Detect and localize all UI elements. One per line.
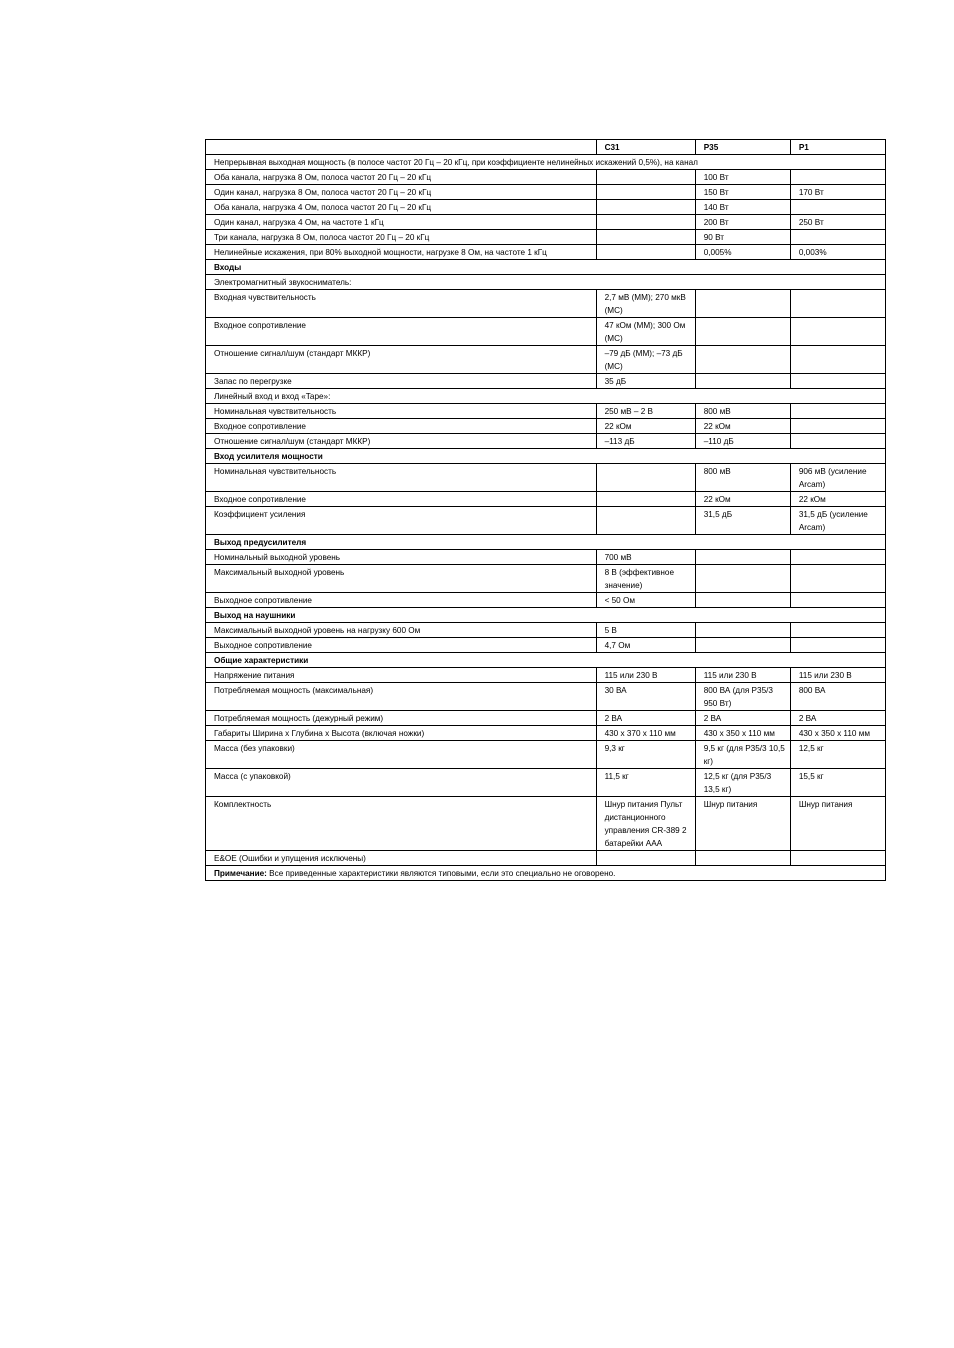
table-row (206, 290, 886, 318)
cell-p35: 150 Вт (695, 185, 790, 200)
cell-p35: 100 Вт (695, 170, 790, 185)
table-row (206, 374, 886, 389)
cell-parameter: Нелинейные искажения, при 80% выходной мощности, нагрузке 8 Ом, на частоте 1 кГц (206, 245, 597, 260)
table-row (206, 638, 886, 653)
cell-p1: 115 или 230 В (790, 668, 885, 683)
cell-p1 (790, 374, 885, 389)
cell-p1 (790, 550, 885, 565)
table-row (206, 215, 886, 230)
specifications-table-body (206, 140, 886, 881)
cell-c31: 8 В (эффективное значение) (596, 565, 695, 593)
cell-p35 (695, 851, 790, 866)
header-cell-parameter (206, 140, 597, 155)
cell-c31: 2 ВА (596, 711, 695, 726)
cell-p1 (790, 230, 885, 245)
cell-p35 (695, 593, 790, 608)
cell-c31: 22 кОм (596, 419, 695, 434)
header-cell-p35: P35 (695, 140, 790, 155)
cell-p35 (695, 290, 790, 318)
section-heading-row (206, 260, 886, 275)
cell-p35 (695, 318, 790, 346)
cell-parameter: Номинальная чувствительность (206, 404, 597, 419)
cell-c31 (596, 492, 695, 507)
table-row (206, 507, 886, 535)
cell-parameter: Входная чувствительность (206, 290, 597, 318)
cell-p1 (790, 404, 885, 419)
cell-p1: 906 мВ (усиление Arcam) (790, 464, 885, 492)
table-row (206, 404, 886, 419)
cell-p1: 22 кОм (790, 492, 885, 507)
cell-p1 (790, 346, 885, 374)
section-heading: Выход на наушники (206, 608, 886, 623)
table-row (206, 318, 886, 346)
subheading-row (206, 155, 886, 170)
cell-parameter: Максимальный выходной уровень (206, 565, 597, 593)
note-label: Примечание: (214, 869, 267, 878)
cell-parameter: Входное сопротивление (206, 318, 597, 346)
table-row (206, 346, 886, 374)
cell-c31 (596, 507, 695, 535)
cell-p35: 22 кОм (695, 419, 790, 434)
cell-parameter: Выходное сопротивление (206, 593, 597, 608)
table-row (206, 797, 886, 851)
cell-parameter: Выходное сопротивление (206, 638, 597, 653)
cell-p1: 430 х 350 х 110 мм (790, 726, 885, 741)
section-heading-row (206, 449, 886, 464)
cell-c31: 250 мВ – 2 В (596, 404, 695, 419)
table-row (206, 711, 886, 726)
cell-c31: 5 В (596, 623, 695, 638)
table-row (206, 464, 886, 492)
section-heading: Выход предусилителя (206, 535, 886, 550)
header-cell-c31: C31 (596, 140, 695, 155)
cell-parameter: Коэффициент усиления (206, 507, 597, 535)
cell-parameter: Номинальный выходной уровень (206, 550, 597, 565)
cell-c31 (596, 230, 695, 245)
cell-p1 (790, 318, 885, 346)
cell-p35: 200 Вт (695, 215, 790, 230)
cell-parameter: Входное сопротивление (206, 492, 597, 507)
cell-p1 (790, 593, 885, 608)
cell-p35: 800 мВ (695, 404, 790, 419)
cell-p1: Шнур питания (790, 797, 885, 851)
cell-p35: 9,5 кг (для P35/3 10,5 кг) (695, 741, 790, 769)
cell-c31 (596, 851, 695, 866)
cell-p35 (695, 565, 790, 593)
specifications-table (205, 139, 886, 881)
cell-p35: 31,5 дБ (695, 507, 790, 535)
cell-p1 (790, 434, 885, 449)
cell-parameter: Три канала, нагрузка 8 Ом, полоса частот 20 Гц – 20 кГц (206, 230, 597, 245)
table-header-row (206, 140, 886, 155)
cell-p1: 800 ВА (790, 683, 885, 711)
cell-p35: 2 ВА (695, 711, 790, 726)
cell-parameter: Потребляемая мощность (дежурный режим) (206, 711, 597, 726)
cell-p1 (790, 290, 885, 318)
cell-c31: 11,5 кг (596, 769, 695, 797)
cell-c31: 430 х 370 х 110 мм (596, 726, 695, 741)
cell-p35: 115 или 230 В (695, 668, 790, 683)
cell-p35 (695, 550, 790, 565)
cell-c31: 4,7 Ом (596, 638, 695, 653)
cell-c31 (596, 185, 695, 200)
cell-parameter: Оба канала, нагрузка 8 Ом, полоса частот 20 Гц – 20 кГц (206, 170, 597, 185)
cell-p1 (790, 638, 885, 653)
cell-parameter: Оба канала, нагрузка 4 Ом, полоса частот 20 Гц – 20 кГц (206, 200, 597, 215)
table-row (206, 245, 886, 260)
cell-parameter: Потребляемая мощность (максимальная) (206, 683, 597, 711)
cell-p35: 0,005% (695, 245, 790, 260)
cell-parameter: E&OE (Ошибки и упущения исключены) (206, 851, 597, 866)
table-row (206, 623, 886, 638)
table-row (206, 434, 886, 449)
cell-p1 (790, 565, 885, 593)
cell-p35 (695, 374, 790, 389)
cell-c31: 115 или 230 В (596, 668, 695, 683)
table-row (206, 726, 886, 741)
cell-c31: Шнур питания Пульт дистанционного управления CR-389 2 батарейки ААА (596, 797, 695, 851)
cell-p35 (695, 638, 790, 653)
cell-p35: 430 х 350 х 110 мм (695, 726, 790, 741)
cell-parameter: Масса (без упаковки) (206, 741, 597, 769)
cell-p35 (695, 346, 790, 374)
cell-c31: 9,3 кг (596, 741, 695, 769)
table-row (206, 741, 886, 769)
cell-p1 (790, 170, 885, 185)
table-row (206, 550, 886, 565)
cell-p1 (790, 200, 885, 215)
cell-p1: 12,5 кг (790, 741, 885, 769)
table-row (206, 419, 886, 434)
section-heading: Вход усилителя мощности (206, 449, 886, 464)
cell-parameter: Входное сопротивление (206, 419, 597, 434)
cell-p1: 0,003% (790, 245, 885, 260)
subheading: Электромагнитный звукосниматель: (206, 275, 886, 290)
cell-c31: –79 дБ (MM); –73 дБ (MC) (596, 346, 695, 374)
cell-c31 (596, 170, 695, 185)
cell-c31: 35 дБ (596, 374, 695, 389)
cell-c31: 30 ВА (596, 683, 695, 711)
cell-p1 (790, 623, 885, 638)
table-row (206, 668, 886, 683)
cell-c31 (596, 464, 695, 492)
table-row (206, 230, 886, 245)
cell-p35: 140 Вт (695, 200, 790, 215)
cell-p35: –110 дБ (695, 434, 790, 449)
cell-c31: –113 дБ (596, 434, 695, 449)
section-heading-row (206, 535, 886, 550)
cell-p35: Шнур питания (695, 797, 790, 851)
section-heading: Входы (206, 260, 886, 275)
cell-p1: 170 Вт (790, 185, 885, 200)
cell-parameter: Отношение сигнал/шум (стандарт МККР) (206, 434, 597, 449)
cell-p1 (790, 419, 885, 434)
subheading-row (206, 275, 886, 290)
cell-c31 (596, 215, 695, 230)
note-text: Все приведенные характеристики являются типовыми, если это специально не оговорено. (266, 869, 616, 878)
cell-p1 (790, 851, 885, 866)
cell-parameter: Габариты Ширина х Глубина х Высота (включая ножки) (206, 726, 597, 741)
cell-p1: 15,5 кг (790, 769, 885, 797)
subheading-row (206, 389, 886, 404)
note-cell (206, 866, 886, 881)
cell-parameter: Напряжение питания (206, 668, 597, 683)
table-row (206, 593, 886, 608)
cell-parameter: Максимальный выходной уровень на нагрузку 600 Ом (206, 623, 597, 638)
cell-p35: 22 кОм (695, 492, 790, 507)
cell-c31: < 50 Ом (596, 593, 695, 608)
cell-parameter: Один канал, нагрузка 8 Ом, полоса частот 20 Гц – 20 кГц (206, 185, 597, 200)
cell-parameter: Номинальная чувствительность (206, 464, 597, 492)
table-row (206, 185, 886, 200)
header-cell-p1: P1 (790, 140, 885, 155)
table-row (206, 492, 886, 507)
cell-p1: 2 ВА (790, 711, 885, 726)
table-row (206, 683, 886, 711)
table-row (206, 170, 886, 185)
cell-parameter: Запас по перегрузке (206, 374, 597, 389)
table-row (206, 851, 886, 866)
note-row (206, 866, 886, 881)
table-row (206, 565, 886, 593)
section-heading-row (206, 608, 886, 623)
table-row (206, 769, 886, 797)
section-heading-row (206, 653, 886, 668)
cell-parameter: Один канал, нагрузка 4 Ом, на частоте 1 кГц (206, 215, 597, 230)
cell-parameter: Отношение сигнал/шум (стандарт МККР) (206, 346, 597, 374)
table-row (206, 200, 886, 215)
cell-p35 (695, 623, 790, 638)
cell-p1: 31,5 дБ (усиление Arcam) (790, 507, 885, 535)
cell-c31 (596, 245, 695, 260)
cell-p35: 800 ВА (для P35/3 950 Вт) (695, 683, 790, 711)
cell-c31: 47 кОм (MM); 300 Ом (MC) (596, 318, 695, 346)
cell-parameter: Масса (с упаковкой) (206, 769, 597, 797)
subheading: Линейный вход и вход «Tape»: (206, 389, 886, 404)
cell-c31: 2,7 мВ (MM); 270 мкВ (MC) (596, 290, 695, 318)
cell-c31 (596, 200, 695, 215)
section-heading: Общие характеристики (206, 653, 886, 668)
cell-c31: 700 мВ (596, 550, 695, 565)
cell-p35: 12,5 кг (для P35/3 13,5 кг) (695, 769, 790, 797)
cell-p35: 90 Вт (695, 230, 790, 245)
cell-parameter: Комплектность (206, 797, 597, 851)
cell-p1: 250 Вт (790, 215, 885, 230)
cell-p35: 800 мВ (695, 464, 790, 492)
subheading: Непрерывная выходная мощность (в полосе частот 20 Гц – 20 кГц, при коэффициенте нелинейных искажений 0,5%), на канал (206, 155, 886, 170)
